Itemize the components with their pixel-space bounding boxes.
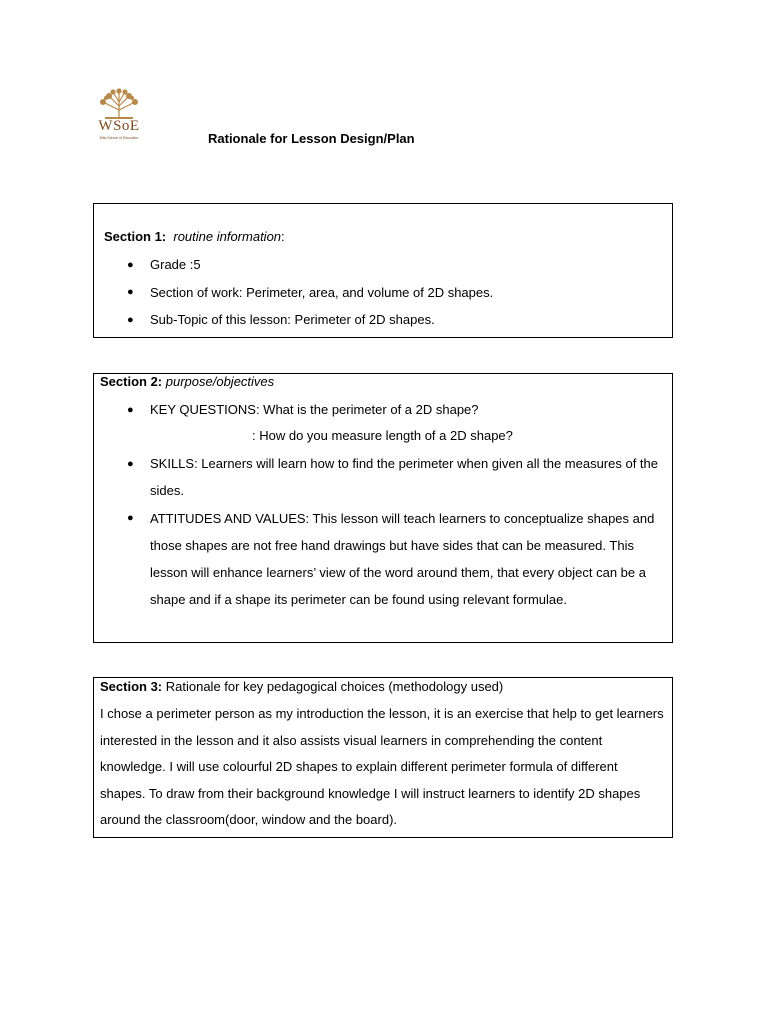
section-3-label: Section 3:	[100, 679, 163, 694]
section-1-title: routine information	[173, 229, 282, 244]
attitudes-item: ATTITUDES AND VALUES: This lesson will teach learners to conceptualize shapes and those shapes are not free hand drawings but have sides that can be measured. This lesson will enhance learners’ view of the word around them, that every object can be a shape and if a shape its perimeter can be found using relevant formulae.	[150, 511, 655, 607]
logo-subtext: Wits School of Education	[99, 136, 139, 140]
bullet-icon: ●	[127, 512, 134, 524]
section-1-title-suffix: :	[281, 229, 285, 244]
bullet-icon: ●	[127, 259, 134, 271]
key-questions-continued: : How do you measure length of a 2D shape?	[252, 428, 513, 443]
section-3-title: Rationale for key pedagogical choices (methodology used)	[165, 679, 504, 694]
tree-logo-icon	[93, 88, 145, 120]
bullet-icon: ●	[127, 286, 134, 298]
list-item: Grade :5	[150, 257, 201, 272]
section-3-body: I chose a perimeter person as my introduction the lesson, it is an exercise that help to get learners interested in the lesson and it also assists visual learners in comprehending the content knowledge. I will use colourful 2D shapes to explain different perimeter formula of different shapes. To draw from their background knowledge I will instruct learners to identify 2D shapes around the classroom(door, window and the board).	[100, 706, 664, 827]
section-2-label: Section 2:	[100, 374, 163, 389]
section-2-heading	[100, 374, 274, 389]
skills-item: SKILLS: Learners will learn how to find the perimeter when given all the measures of the sides.	[150, 456, 658, 498]
section-3-box	[93, 677, 673, 838]
wsoe-logo	[93, 88, 145, 146]
bullet-icon: ●	[127, 314, 134, 326]
section-2-box	[93, 373, 673, 643]
bullet-icon: ●	[127, 404, 134, 416]
section-1-heading	[104, 229, 285, 244]
list-item: Sub-Topic of this lesson: Perimeter of 2D shapes.	[150, 312, 435, 327]
bullet-icon: ●	[127, 458, 134, 470]
section-2-title: purpose/objectives	[165, 374, 275, 389]
section-3-heading	[100, 679, 503, 694]
logo-text: WSoE	[98, 118, 140, 134]
section-1-box	[93, 203, 673, 338]
key-questions: KEY QUESTIONS: What is the perimeter of a 2D shape?	[150, 402, 479, 417]
list-item: Section of work: Perimeter, area, and volume of 2D shapes.	[150, 285, 494, 300]
document-title: Rationale for Lesson Design/Plan	[208, 131, 415, 146]
section-1-label: Section 1:	[104, 229, 167, 244]
